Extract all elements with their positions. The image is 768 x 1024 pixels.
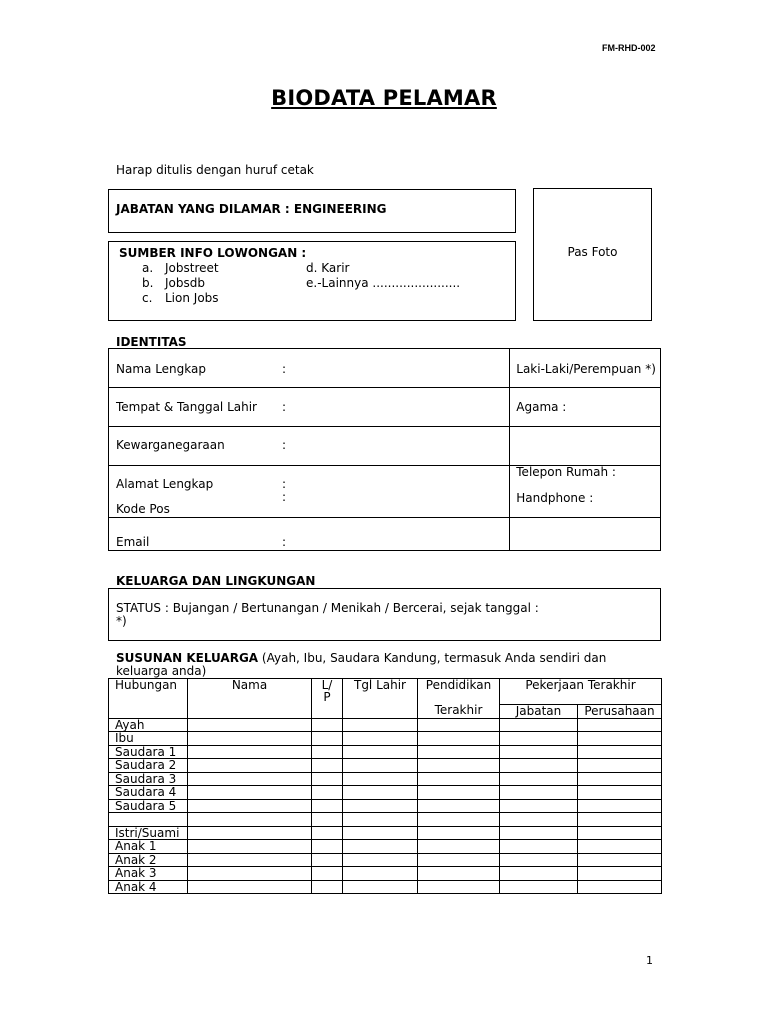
page-number: 1 [646, 954, 653, 967]
job-source-heading: SUMBER INFO LOWONGAN : [119, 246, 307, 260]
postcode-colon: : [282, 490, 287, 504]
relation-cell: Istri/Suami [109, 826, 188, 840]
col-hubungan: Hubungan [109, 679, 188, 719]
col-education [418, 679, 500, 719]
entry-cell[interactable] [343, 718, 418, 732]
entry-cell[interactable] [500, 772, 578, 786]
entry-cell[interactable] [312, 745, 343, 759]
marital-status-box [108, 588, 661, 641]
birth-place-date-colon: : [282, 400, 287, 414]
entry-cell[interactable] [343, 867, 418, 881]
table-row [109, 853, 662, 867]
col-gender-line2: P [323, 690, 331, 704]
family-composition-heading [116, 652, 661, 678]
relation-cell: Saudara 3 [109, 772, 188, 786]
entry-cell[interactable] [418, 880, 500, 894]
table-row [109, 759, 662, 773]
table-row [109, 388, 661, 427]
entry-cell[interactable] [500, 840, 578, 854]
entry-cell[interactable] [578, 718, 662, 732]
family-composition-title: SUSUNAN KELUARGA [116, 651, 259, 665]
entry-cell[interactable] [578, 880, 662, 894]
entry-cell[interactable] [500, 880, 578, 894]
entry-cell[interactable] [312, 826, 343, 840]
entry-cell[interactable] [578, 745, 662, 759]
entry-cell[interactable] [188, 853, 312, 867]
entry-cell[interactable] [312, 813, 343, 827]
entry-cell[interactable] [312, 880, 343, 894]
entry-cell[interactable] [500, 867, 578, 881]
relation-cell: Saudara 4 [109, 786, 188, 800]
source-marker-a: a. [142, 261, 154, 275]
page-title: BIODATA PELAMAR [271, 86, 497, 110]
entry-cell[interactable] [343, 732, 418, 746]
entry-cell[interactable] [500, 813, 578, 827]
family-environment-heading: KELUARGA DAN LINGKUNGAN [116, 574, 316, 588]
table-row [109, 880, 662, 894]
citizenship-label: Kewarganegaraan [116, 438, 225, 452]
entry-cell[interactable] [343, 786, 418, 800]
relation-cell: Saudara 1 [109, 745, 188, 759]
entry-cell[interactable] [418, 867, 500, 881]
source-item-karir: d. Karir [306, 261, 350, 275]
table-row [109, 518, 661, 551]
source-marker-c: c. [142, 291, 153, 305]
entry-cell[interactable] [578, 867, 662, 881]
instruction-text: Harap ditulis dengan huruf cetak [116, 163, 314, 177]
entry-cell[interactable] [578, 840, 662, 854]
entry-cell[interactable] [578, 826, 662, 840]
entry-cell[interactable] [418, 718, 500, 732]
entry-cell[interactable] [578, 732, 662, 746]
relation-cell: Anak 1 [109, 840, 188, 854]
col-education-line2: Terakhir [434, 703, 483, 717]
handphone-label: Handphone : [516, 491, 594, 505]
entry-cell[interactable] [500, 718, 578, 732]
entry-cell[interactable] [343, 759, 418, 773]
entry-cell[interactable] [418, 826, 500, 840]
entry-cell[interactable] [188, 880, 312, 894]
entry-cell[interactable] [188, 813, 312, 827]
birth-place-date-label: Tempat & Tanggal Lahir [116, 400, 257, 414]
entry-cell[interactable] [578, 799, 662, 813]
entry-cell[interactable] [188, 867, 312, 881]
entry-cell[interactable] [312, 840, 343, 854]
table-row [109, 427, 661, 466]
postcode-label: Kode Pos [116, 502, 170, 516]
col-gender-line1: L/ [321, 678, 333, 692]
entry-cell[interactable] [188, 799, 312, 813]
table-row [109, 813, 662, 827]
email-label: Email [116, 535, 150, 549]
col-nama: Nama [188, 679, 312, 719]
relation-cell: Saudara 2 [109, 759, 188, 773]
table-row [109, 799, 662, 813]
source-item-lion-jobs: Lion Jobs [165, 291, 219, 305]
entry-cell[interactable] [418, 786, 500, 800]
entry-cell[interactable] [418, 853, 500, 867]
entry-cell[interactable] [418, 813, 500, 827]
source-item-lainnya: e.-Lainnya ....................... [306, 276, 461, 290]
entry-cell[interactable] [343, 813, 418, 827]
table-row [109, 466, 661, 518]
religion-label: Agama : [516, 400, 567, 414]
table-row [109, 786, 662, 800]
table-row [109, 826, 662, 840]
entry-cell[interactable] [343, 799, 418, 813]
relation-cell: Saudara 5 [109, 799, 188, 813]
marital-status-note: *) [116, 614, 127, 628]
entry-cell[interactable] [312, 718, 343, 732]
entry-cell[interactable] [312, 867, 343, 881]
entry-cell[interactable] [312, 786, 343, 800]
entry-cell[interactable] [418, 799, 500, 813]
family-table [108, 678, 662, 894]
marital-status-text: STATUS : Bujangan / Bertunangan / Menikah / Bercerai, sejak tanggal : [116, 601, 539, 615]
identity-heading: IDENTITAS [116, 335, 187, 349]
table-row [109, 772, 662, 786]
entry-cell[interactable] [578, 786, 662, 800]
col-last-job: Pekerjaan Terakhir [500, 679, 662, 705]
entry-cell[interactable] [188, 745, 312, 759]
entry-cell[interactable] [188, 718, 312, 732]
home-phone-label: Telepon Rumah : [516, 465, 616, 479]
relation-cell: Anak 4 [109, 880, 188, 894]
identity-table [108, 348, 661, 551]
entry-cell[interactable] [188, 759, 312, 773]
entry-cell[interactable] [500, 732, 578, 746]
entry-cell[interactable] [500, 745, 578, 759]
address-label: Alamat Lengkap [116, 477, 214, 491]
entry-cell[interactable] [312, 732, 343, 746]
table-row [109, 732, 662, 746]
job-source-box [108, 241, 516, 321]
relation-cell: Anak 3 [109, 867, 188, 881]
entry-cell[interactable] [188, 772, 312, 786]
source-marker-b: b. [142, 276, 154, 290]
full-name-label: Nama Lengkap [116, 362, 206, 376]
entry-cell[interactable] [418, 759, 500, 773]
entry-cell[interactable] [418, 745, 500, 759]
table-row [109, 867, 662, 881]
entry-cell[interactable] [500, 799, 578, 813]
entry-cell[interactable] [343, 840, 418, 854]
entry-cell[interactable] [188, 840, 312, 854]
entry-cell[interactable] [188, 732, 312, 746]
position-box [108, 189, 516, 233]
photo-box [533, 188, 652, 321]
col-position: Jabatan [500, 705, 578, 719]
email-colon: : [282, 535, 287, 549]
entry-cell[interactable] [500, 759, 578, 773]
entry-cell[interactable] [578, 853, 662, 867]
form-code: FM-RHD-002 [602, 43, 656, 53]
table-header-row [109, 679, 662, 705]
table-row [109, 840, 662, 854]
entry-cell[interactable] [343, 826, 418, 840]
table-row [109, 718, 662, 732]
entry-cell[interactable] [418, 840, 500, 854]
relation-cell: Ibu [109, 732, 188, 746]
address-colon: : [282, 477, 287, 491]
source-item-jobstreet: Jobstreet [165, 261, 219, 275]
entry-cell[interactable] [343, 745, 418, 759]
citizenship-colon: : [282, 438, 287, 452]
family-composition-note: (Ayah, Ibu, Saudara Kandung, termasuk Anda sendiri dan keluarga anda) [116, 651, 607, 678]
col-education-line1: Pendidikan [425, 678, 492, 692]
entry-cell[interactable] [500, 853, 578, 867]
full-name-colon: : [282, 362, 287, 376]
col-company: Perusahaan [578, 705, 662, 719]
relation-cell: Anak 2 [109, 853, 188, 867]
table-row [109, 349, 661, 388]
entry-cell[interactable] [312, 759, 343, 773]
entry-cell[interactable] [343, 772, 418, 786]
relation-cell [109, 813, 188, 827]
entry-cell[interactable] [312, 772, 343, 786]
entry-cell[interactable] [578, 759, 662, 773]
entry-cell[interactable] [188, 786, 312, 800]
photo-label: Pas Foto [567, 245, 618, 259]
entry-cell[interactable] [188, 826, 312, 840]
entry-cell[interactable] [312, 799, 343, 813]
entry-cell[interactable] [343, 880, 418, 894]
entry-cell[interactable] [418, 772, 500, 786]
source-item-jobsdb: Jobsdb [165, 276, 205, 290]
entry-cell[interactable] [578, 813, 662, 827]
entry-cell[interactable] [500, 786, 578, 800]
entry-cell[interactable] [578, 772, 662, 786]
position-label: JABATAN YANG DILAMAR : ENGINEERING [116, 202, 387, 216]
col-birth-date: Tgl Lahir [343, 679, 418, 719]
table-row [109, 745, 662, 759]
gender-label: Laki-Laki/Perempuan *) [516, 362, 656, 376]
entry-cell[interactable] [312, 853, 343, 867]
entry-cell[interactable] [343, 853, 418, 867]
relation-cell: Ayah [109, 718, 188, 732]
entry-cell[interactable] [418, 732, 500, 746]
entry-cell[interactable] [500, 826, 578, 840]
col-gender [312, 679, 343, 719]
